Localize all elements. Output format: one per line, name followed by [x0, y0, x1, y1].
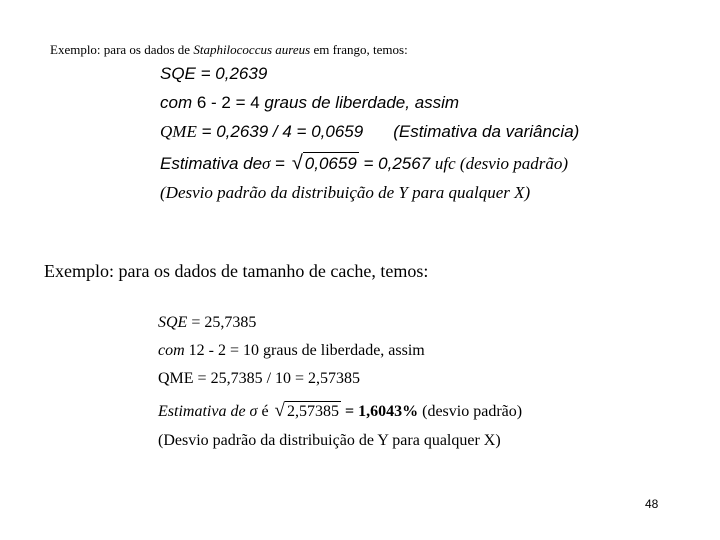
example-2-sigma-line: [158, 400, 522, 422]
e1-df-text: graus de liberdade, assim: [264, 93, 460, 112]
example-1-qme-line: [160, 122, 579, 142]
example-1-degrees-line: [160, 93, 459, 113]
e1-sqrt-symbol: √: [291, 152, 303, 174]
e1-qme-note: (Estimativa da variância): [393, 122, 580, 141]
e1-qme-label: QME: [160, 122, 197, 141]
e1-radicand: 0,0659: [304, 154, 357, 173]
e2-sqrt-symbol: √: [274, 400, 285, 421]
example-1-note-line: (Desvio padrão da distribuição de Y para qualquer X): [160, 183, 531, 202]
e1-sigma: σ: [262, 154, 271, 173]
intro-1-prefix: Exemplo: para os dados de: [50, 42, 194, 57]
example-2-qme-line: QME = 25,7385 / 10 = 2,57385: [158, 370, 361, 387]
example-2-sqe-line: [158, 314, 256, 332]
example-2-degrees-line: [158, 342, 425, 360]
e1-com: com: [160, 93, 193, 112]
e2-sigma-note: (desvio padrão): [418, 403, 523, 420]
e1-df-calc: 6 - 2 = 4: [192, 93, 265, 112]
e1-sqrt: [290, 152, 359, 175]
example-1-sigma-line: [160, 152, 568, 175]
e1-sigma-note: (desvio padrão): [455, 154, 569, 173]
e2-sigma: σ: [249, 403, 258, 420]
e2-sigma-value: = 1,6043%: [340, 403, 419, 420]
example-1-sqe-line: SQE = 0,2639: [160, 64, 268, 83]
e1-qme-calc: = 0,2639 / 4 = 0,0659: [196, 122, 364, 141]
example-2-note-line: (Desvio padrão da distribuição de Y para qualquer X): [158, 432, 501, 449]
e1-sigma-value: = 0,2567: [358, 154, 435, 173]
e2-sqrt: [273, 400, 341, 422]
page-number: 48: [645, 497, 659, 511]
e2-e: é: [257, 403, 273, 420]
intro-1-species: Staphilococcus aureus: [193, 42, 311, 57]
intro-1-suffix: em frango, temos:: [310, 42, 408, 57]
e2-radicand: 2,57385: [286, 403, 339, 420]
example-1-intro: [50, 42, 408, 58]
e1-unit: ufc: [434, 154, 456, 173]
e2-sqe-label: SQE: [158, 314, 188, 331]
example-2-intro: Exemplo: para os dados de tamanho de cache, temos:: [44, 261, 429, 281]
e1-equals: =: [270, 154, 290, 173]
e2-estimativa: Estimativa de: [158, 403, 250, 420]
e1-estimativa: Estimativa de: [160, 154, 263, 173]
e2-sqe-value: = 25,7385: [187, 314, 257, 331]
e2-com: com: [158, 342, 185, 359]
e2-df-text: 12 - 2 = 10 graus de liberdade, assim: [184, 342, 425, 359]
